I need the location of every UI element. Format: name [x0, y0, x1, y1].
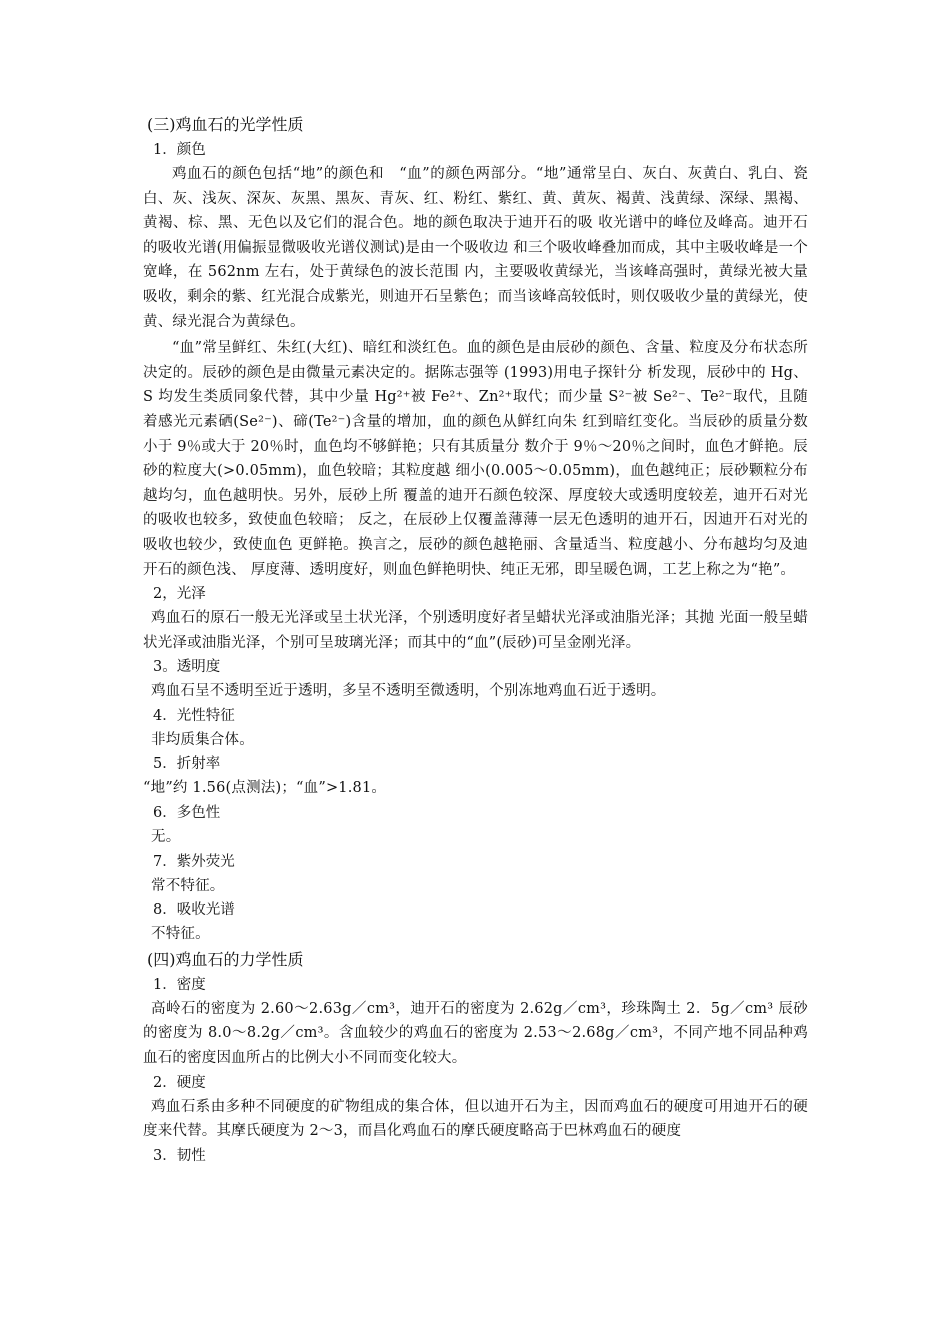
- item-title-uv-fluorescence: 7．紫外荧光: [153, 853, 235, 870]
- document-page: [143, 112, 808, 1168]
- item-title-absorption-spectrum: 8．吸收光谱: [153, 902, 235, 919]
- item-title-luster: 2，光泽: [153, 586, 206, 603]
- paragraph-hardness: 鸡血石系由多种不同硬度的矿物组成的集合体，但以迪开石为主，因而鸡血石的硬度可用迪开石的硬度来代替。其摩氏硬度为 2～3，而昌化鸡血石的摩氏硬度略高于巴林鸡血石的硬度: [143, 1098, 808, 1140]
- paragraph-color-blood: “血”常呈鲜红、朱红(大红)、暗红和淡红色。血的颜色是由辰砂的颜色、含量、粒度及分布状态所决定的。辰砂的颜色是由微量元素决定的。据陈志强等 (1993)用电子探针分 析发现，辰砂中的 Hg、S 均发生类质同象代替，其中少量 Hg²⁺被 Fe²⁺、Zn²⁺取代；而少量 S²⁻被 Se²⁻、Te²⁻取代，且随着感光元素硒(Se²⁻)、碲(Te²⁻)含量的增加，血的颜色从鲜红向朱 红到暗红变化。当辰砂的质量分数小于 9％或大于 20％时，血色均不够鲜艳；只有其质量分 数介于 9％～20％之间时，血色才鲜艳。辰砂的粒度大(>0.05mm)，血色较暗；其粒度越 细小(0.005～0.05mm)，血色越纯正；辰砂颗粒分布越均匀，血色越明快。另外，辰砂上所 覆盖的迪开石颜色较深、厚度较大或透明度较差，迪开石对光的吸收也较多，致使血色较暗； 反之，在辰砂上仅覆盖薄薄一层无色透明的迪开石，因迪开石对光的吸收也较少，致使血色 更鲜艳。换言之，辰砂的颜色越艳丽、含量适当、粒度越小、分布越均匀及迪开石的颜色浅、 厚度薄、透明度好，则血色鲜艳明快、纯正无邪，即呈暖色调，工艺上称之为“艳”。: [143, 340, 808, 578]
- item-title-density: 1．密度: [153, 976, 206, 993]
- item-title-color: 1．颜色: [153, 142, 206, 158]
- paragraph-absorption-spectrum: 不特征。: [151, 926, 210, 943]
- paragraph-color-ground: 鸡血石的颜色包括“地”的颜色和 “血”的颜色两部分。“地”通常呈白、灰白、灰黄白、乳白、瓷白、灰、浅灰、深灰、灰黑、黑灰、青灰、红、粉红、紫红、黄、黄灰、褐黄、浅黄绿、深绿、黑褐、黄褐、棕、黑、无色以及它们的混合色。地的颜色取决于迪开石的吸 收光谱中的峰位及峰高。迪开石的吸收光谱(用偏振显微吸收光谱仪测试)是由一个吸收边 和三个吸收峰叠加而成，其中主吸收峰是一个宽峰，在 562nm 左右，处于黄绿色的波长范围 内，主要吸收黄绿光，当该峰高强时，黄绿光被大量吸收，剩余的紫、红光混合成紫光，则迪开石呈紫色；而当该峰高较低时，则仅吸收少量的黄绿光，使黄、绿光混合为黄绿色。: [143, 166, 808, 330]
- paragraph-pleochroism: 无。: [151, 829, 181, 846]
- item-title-transparency: 3。透明度: [153, 659, 221, 676]
- section-title-mechanical: (四)鸡血石的力学性质: [147, 949, 304, 969]
- paragraph-luster: 鸡血石的原石一般无光泽或呈土状光泽，个别透明度好者呈蜡状光泽或油脂光泽；其抛 光面一般呈蜡状光泽或油脂光泽，个别可呈玻璃光泽；而其中的“血”(辰砂)可呈金刚光泽。: [143, 610, 808, 651]
- item-title-toughness: 3．韧性: [153, 1147, 206, 1164]
- item-title-pleochroism: 6．多色性: [153, 805, 221, 822]
- section-title-optical: (三)鸡血石的光学性质: [147, 115, 304, 134]
- item-title-hardness: 2．硬度: [153, 1074, 206, 1091]
- item-title-optical-character: 4．光性特征: [153, 707, 235, 724]
- paragraph-refractive-index: “地”约 1.56(点测法)；“血”>1.81。: [143, 780, 387, 797]
- paragraph-transparency: 鸡血石呈不透明至近于透明，多呈不透明至微透明，个别冻地鸡血石近于透明。: [151, 683, 666, 700]
- paragraph-density: 高岭石的密度为 2.60～2.63g／cm³，迪开石的密度为 2.62g／cm³，珍珠陶土 2．5g／cm³ 辰砂 的密度为 8.0～8.2g／cm³。含血较少的鸡血石的密度为 2.53～2.68g／cm³，不同产地不同品种鸡血石的密度因血所占的比例大小不同而变化较大。: [143, 1000, 808, 1067]
- item-title-refractive-index: 5．折射率: [153, 756, 221, 773]
- paragraph-uv-fluorescence: 常不特征。: [151, 877, 225, 894]
- paragraph-optical-character: 非均质集合体。: [151, 731, 254, 748]
